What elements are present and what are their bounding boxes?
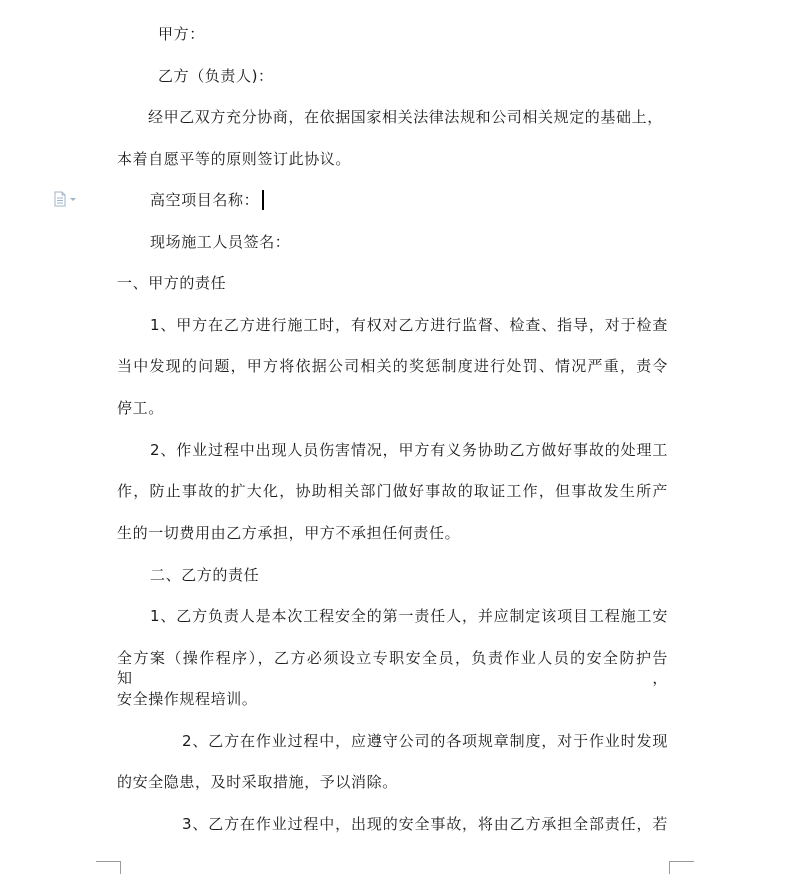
- clause-b3-line-1: 3、乙方在作业过程中，出现的安全事故，将由乙方承担全部责任，若: [182, 815, 668, 833]
- section-1-heading: 一、甲方的责任: [117, 274, 227, 292]
- project-name-line: 高空项目名称：: [150, 191, 260, 209]
- text-cursor: [262, 190, 264, 210]
- clause-a1-line-2: 当中发现的问题，甲方将依据公司相关的奖惩制度进行处罚、情况严重，责令: [117, 357, 668, 375]
- clause-b1-line-3: 安全操作规程培训。: [117, 690, 258, 708]
- clause-a2-line-1: 2、作业过程中出现人员伤害情况，甲方有义务协助乙方做好事故的处理工: [150, 441, 668, 459]
- chevron-down-icon: [70, 198, 76, 201]
- intro-line-1: 经甲乙双方充分协商，在依据国家相关法律法规和公司相关规定的基础上，: [148, 108, 663, 126]
- section-2-heading: 二、乙方的责任: [150, 566, 260, 584]
- clause-a2-line-3: 生的一切费用由乙方承担，甲方不承担任何责任。: [117, 524, 461, 542]
- page-corner-mark-left: [96, 861, 121, 874]
- clause-a2-line-2: 作，防止事故的扩大化，协助相关部门做好事故的取证工作，但事故发生所产: [117, 482, 668, 500]
- worker-signature-line: 现场施工人员签名：: [150, 233, 291, 251]
- party-b-line: 乙方（负责人)：: [158, 67, 274, 85]
- document-icon: [52, 190, 80, 208]
- clause-a1-line-1: 1、甲方在乙方进行施工时，有权对乙方进行监督、检查、指导，对于检查: [150, 316, 668, 334]
- page-corner-mark-right: [669, 861, 694, 874]
- party-a-line: 甲方：: [158, 25, 205, 43]
- clause-b1-line-2: 全方案（操作程序），乙方必须设立专职安全员，负责作业人员的安全防护告知，: [117, 649, 668, 687]
- clause-a1-line-3: 停工。: [117, 399, 164, 417]
- clause-b2-line-1: 2、乙方在作业过程中，应遵守公司的各项规章制度，对于作业时发现: [182, 732, 668, 750]
- paragraph-menu-icon[interactable]: [52, 190, 80, 208]
- clause-b2-line-2: 的安全隐患，及时采取措施，予以消除。: [117, 773, 398, 791]
- clause-b1-line-1: 1、乙方负责人是本次工程安全的第一责任人，并应制定该项目工程施工安: [150, 607, 668, 625]
- intro-line-2: 本着自愿平等的原则签订此协议。: [117, 150, 352, 168]
